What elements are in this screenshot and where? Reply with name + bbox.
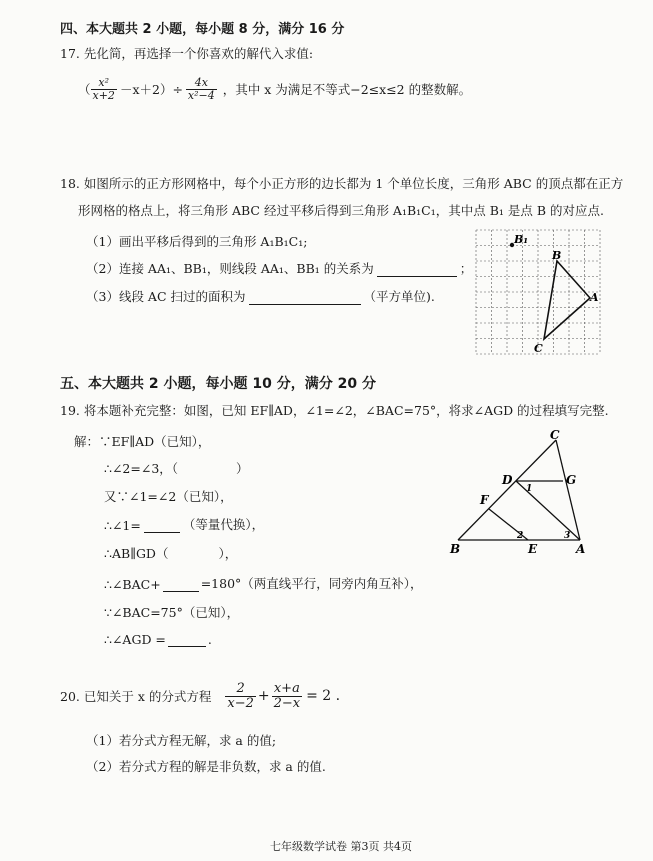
angle-label-3: 3 — [564, 531, 571, 541]
q19-step-1-text: ∴∠2=∠3，（ — [104, 461, 179, 476]
q20-prompt: 20. 已知关于 x 的分式方程 — [60, 689, 212, 704]
q17-expression — [78, 72, 471, 106]
q19-geometry-figure — [444, 428, 594, 558]
label-f: F — [480, 493, 489, 507]
q17-fraction-2 — [186, 77, 217, 101]
q19-step-4 — [104, 544, 237, 562]
q20-fraction-1 — [225, 682, 256, 710]
q18-prompt-line-2: 形网格的格点上，将三角形 ABC 经过平移后得到三角形 A₁B₁C₁，其中点 B₁ 是点 B 的对应点. — [78, 203, 604, 218]
q19-step-6: ∵∠BAC=75°（已知）， — [104, 605, 240, 620]
label-c: C — [550, 428, 560, 442]
label-b: B — [552, 249, 562, 262]
q18-answer-blank-area[interactable] — [249, 292, 361, 305]
q18-sub-3-text: （3）线段 AC 扫过的面积为 — [86, 289, 246, 304]
q17-open-paren: （ — [78, 82, 91, 97]
q17-condition: ，其中 x 为满足不等式−2≤x≤2 的整数解。 — [222, 82, 472, 97]
q19-step-2: 又∵∠1=∠2（已知）， — [104, 489, 233, 504]
q20-sub-1: （1）若分式方程无解，求 a 的值; — [86, 733, 277, 748]
q20-frac2-numerator: x+a — [272, 682, 303, 697]
q18-sub-2-end: ； — [459, 261, 473, 276]
q19-step-4-end: ）， — [218, 546, 238, 561]
q18-prompt-line-1: 18. 如图所示的正方形网格中，每个小正方形的边长都为 1 个单位长度，三角形 ABC 的顶点都在正方 — [60, 176, 624, 191]
q17-frac2-denominator: x²−4 — [187, 88, 215, 102]
q17-frac2-numerator: 4x — [186, 77, 217, 90]
q19-step-3-end: （等量代换）， — [182, 517, 265, 532]
q20-equation-line — [60, 674, 340, 718]
angle-label-2: 2 — [517, 531, 524, 541]
q19-step-5-text: ∴∠BAC+ — [104, 577, 161, 592]
q20-frac1-denominator: x−2 — [227, 695, 254, 711]
section-5-title: 五、本大题共 2 小题，每小题 10 分，满分 20 分 — [60, 376, 376, 392]
q19-step-7-end: . — [207, 632, 212, 647]
q19-step-1 — [104, 459, 249, 477]
q19-step-7 — [104, 632, 212, 647]
q19-answer-reason-1[interactable] — [178, 459, 236, 477]
triangle-abc — [544, 261, 590, 339]
q18-sub-2 — [86, 259, 472, 277]
q17-prompt: 17. 先化简，再选择一个你喜欢的解代入求值: — [60, 46, 314, 61]
q19-step-4-text: ∴AB∥GD（ — [104, 546, 169, 561]
q18-sub-3 — [86, 287, 435, 305]
q17-frac1-numerator: x² — [91, 77, 117, 90]
q19-step-5-end: =180°（两直线平行，同旁内角互补）， — [200, 576, 423, 591]
q20-equals: = 2 . — [306, 688, 341, 704]
q19-step-5 — [104, 574, 423, 592]
label-c: C — [534, 342, 543, 355]
q19-answer-blank-agd[interactable] — [168, 634, 206, 647]
q17-fraction-1 — [91, 77, 117, 101]
q18-sub-3-end: （平方单位). — [363, 289, 435, 304]
section-4-title: 四、本大题共 2 小题，每小题 8 分，满分 16 分 — [60, 22, 345, 37]
q18-answer-blank-relation[interactable] — [377, 264, 457, 277]
q18-sub-1: （1）画出平移后得到的三角形 A₁B₁C₁; — [86, 234, 308, 249]
q19-step-7-text: ∴∠AGD = — [104, 632, 166, 647]
q20-plus: + — [257, 688, 270, 704]
angle-label-1: 1 — [526, 484, 533, 494]
label-b1: B₁ — [514, 233, 529, 246]
q17-frac1-denominator: x+2 — [92, 88, 115, 102]
q20-frac1-numerator: 2 — [225, 682, 256, 697]
q20-sub-2: （2）若分式方程的解是非负数，求 a 的值. — [86, 759, 326, 774]
page-footer: 七年级数学试卷 第3页 共4页 — [270, 840, 412, 853]
q19-prompt: 19. 将本题补充完整：如图，已知 EF∥AD，∠1=∠2，∠BAC=75°，将求∠AGD 的过程填写完整. — [60, 403, 609, 418]
q19-step-3 — [104, 515, 264, 533]
q19-step-3-text: ∴∠1= — [104, 518, 141, 533]
label-b: B — [450, 542, 461, 556]
label-a: A — [590, 291, 599, 304]
q20-fraction-2 — [272, 682, 303, 710]
q19-step-1-end: ） — [236, 461, 249, 476]
q19-step-0: 解：∵EF∥AD（已知）， — [74, 434, 211, 449]
q17-middle: －x＋2）÷ — [119, 82, 183, 97]
label-e: E — [528, 542, 538, 556]
label-g: G — [566, 473, 577, 487]
q19-answer-blank-supplement[interactable] — [163, 579, 199, 592]
q19-answer-blank-angle[interactable] — [144, 520, 180, 533]
label-a: A — [576, 542, 586, 556]
q18-grid-figure — [470, 224, 610, 359]
q19-answer-reason-2[interactable] — [168, 544, 218, 562]
q18-sub-2-text: （2）连接 AA₁、BB₁，则线段 AA₁、BB₁ 的关系为 — [86, 261, 374, 276]
q20-frac2-denominator: 2−x — [273, 695, 301, 711]
label-d: D — [502, 473, 513, 487]
